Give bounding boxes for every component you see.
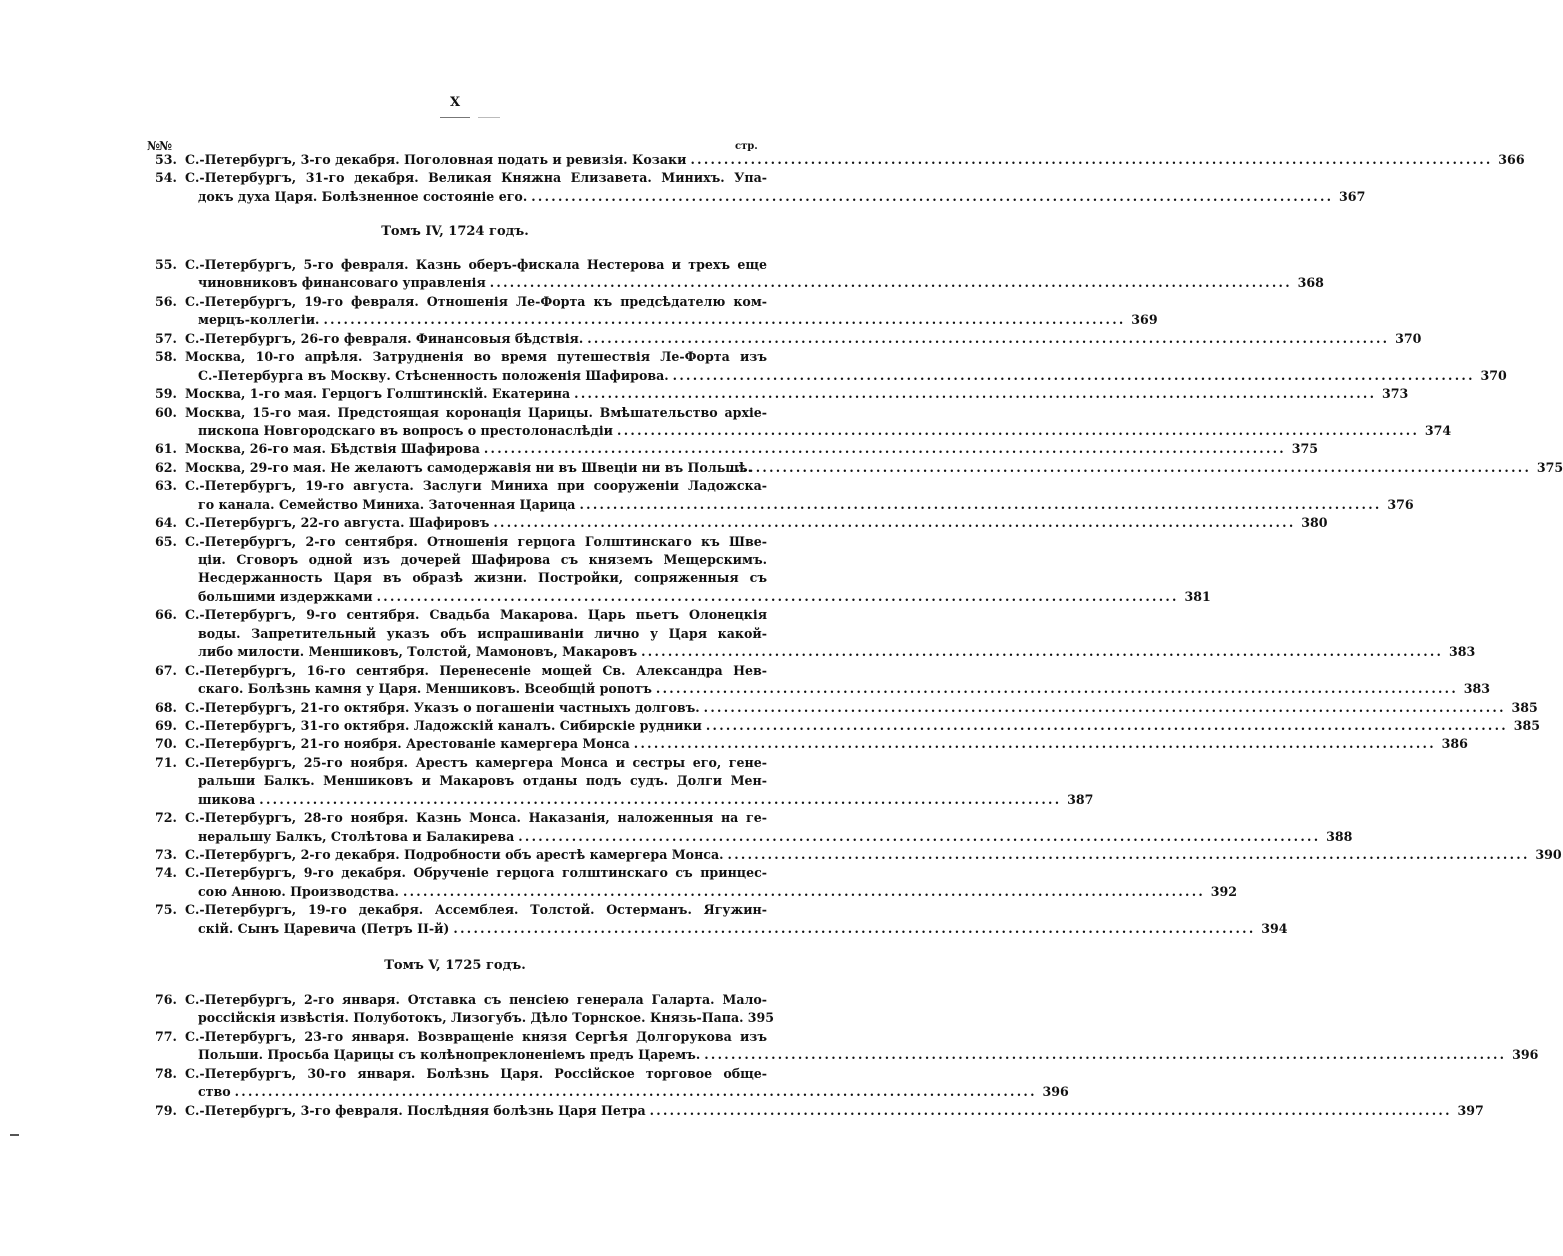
toc-line <box>155 151 1525 169</box>
entry-page: 373 <box>1382 386 1409 402</box>
toc-entry <box>155 1102 1484 1120</box>
entry-text: чиновниковъ финансоваго управленія <box>198 275 486 291</box>
entry-page: 368 <box>1297 275 1324 291</box>
entry-text: С.-Петербургъ, 31-го декабря. Великая Княжна Елизавета. Минихъ. Упа- <box>185 170 767 186</box>
toc-entry <box>155 440 1318 458</box>
entry-text: С.-Петербурга въ Москву. Стѣсненность положенія Шафирова. <box>198 367 669 383</box>
entry-text: Москва, 26-го мая. Бѣдствія Шафирова <box>185 441 480 457</box>
dot-leader: ........................................................................................................................ <box>376 588 1179 604</box>
entry-text: шикова <box>198 791 256 807</box>
indent <box>155 625 198 643</box>
toc-line <box>155 991 767 1009</box>
divider <box>440 117 470 118</box>
toc-entry <box>155 606 1476 661</box>
dot-leader: ........................................................................................................................ <box>703 699 1506 715</box>
toc-line <box>155 422 1452 440</box>
entry-text: россійскія извѣстія. Полуботокъ, Лизогубъ. Дѣло Торнское. Князь-Папа. <box>198 1010 744 1026</box>
entry-number: 64. <box>155 515 177 531</box>
toc-line <box>155 533 767 551</box>
entry-page: 381 <box>1184 588 1211 604</box>
entry-page: 396 <box>1042 1084 1069 1100</box>
toc-entry <box>155 256 1324 293</box>
entry-number: 53. <box>155 152 177 167</box>
toc-entry <box>155 385 1409 403</box>
entry-text: го канала. Семейство Миниха. Заточенная Царица <box>198 496 576 512</box>
page-column-header: стр. <box>735 141 758 152</box>
toc-line <box>155 920 1288 938</box>
entry-text: С.-Петербургъ, 21-го октября. Указъ о погашеніи частныхъ долговъ. <box>185 699 700 715</box>
toc-line <box>155 1009 774 1027</box>
entry-number: 77. <box>155 1028 177 1044</box>
indent <box>155 883 198 901</box>
scan-mark <box>10 1134 19 1136</box>
entry-text: Москва, 29-го мая. Не желаютъ самодержавія ни въ Швеціи ни въ Польшѣ. <box>185 459 753 475</box>
indent <box>155 496 198 514</box>
toc-line <box>155 274 1324 292</box>
indent <box>155 1046 198 1064</box>
entry-number: 63. <box>155 478 177 494</box>
dot-leader: ........................................................................................................................ <box>690 152 1493 167</box>
dot-leader: ........................................................................................................................ <box>489 275 1292 291</box>
dot-leader: ........................................................................................................................ <box>705 717 1508 733</box>
dot-leader: ........................................................................................................................ <box>531 188 1334 204</box>
entry-page: 383 <box>1448 644 1476 660</box>
volume-heading: Томъ V, 1725 годъ. <box>384 958 526 973</box>
toc-line <box>155 169 767 187</box>
dot-leader: ........................................................................................................................ <box>672 367 1475 383</box>
volume-heading: Томъ IV, 1724 годъ. <box>381 224 529 239</box>
toc-entry <box>155 348 1507 385</box>
entry-text: ціи. Сговоръ одной изъ дочерей Шафирова съ княземъ Мещерскимъ. <box>198 552 767 567</box>
entry-number: 66. <box>155 607 177 623</box>
dot-leader: ........................................................................................................................ <box>641 644 1444 660</box>
entry-text: С.-Петербургъ, 30-го января. Болѣзнь Царя. Россійское торговое обще- <box>185 1065 767 1081</box>
dot-leader: ........................................................................................................................ <box>587 330 1390 346</box>
toc-entry <box>155 533 1211 607</box>
indent <box>155 367 198 385</box>
entry-text: либо милости. Меншиковъ, Толстой, Мамоновъ, Макаровъ <box>198 644 638 660</box>
toc-line <box>155 606 767 624</box>
toc-entry <box>155 459 1563 477</box>
entry-text: С.-Петербургъ, 16-го сентября. Перенесеніе мощей Св. Александра Нев- <box>185 662 767 678</box>
toc-entry <box>155 293 1158 330</box>
toc-entry <box>155 735 1468 753</box>
entry-text: ство <box>198 1084 231 1100</box>
indent <box>155 551 198 569</box>
entry-text: С.-Петербургъ, 2-го декабря. Подробности объ арестѣ камергера Монса. <box>185 847 724 862</box>
toc-section-vol5 <box>155 991 1539 1120</box>
toc-entry <box>155 991 774 1028</box>
entry-text: скаго. Болѣзнь камня у Царя. Меншиковъ. Всеобщій ропотъ <box>198 681 652 697</box>
entry-page: 367 <box>1339 188 1366 204</box>
entry-number: 74. <box>155 865 177 881</box>
toc-line <box>155 514 1328 532</box>
number-column-header: №№ <box>147 139 172 153</box>
toc-entry <box>155 809 1353 846</box>
toc-line <box>155 330 1422 348</box>
entry-page: 387 <box>1067 791 1094 807</box>
entry-number: 76. <box>155 992 177 1007</box>
entry-number: 55. <box>155 257 177 272</box>
entry-number: 62. <box>155 459 177 475</box>
entry-text: С.-Петербургъ, 3-го февраля. Послѣдняя болѣзнь Царя Петра <box>185 1102 646 1118</box>
entry-page: 376 <box>1387 496 1414 512</box>
toc-line <box>155 1102 1484 1120</box>
entry-text: С.-Петербургъ, 28-го ноября. Казнь Монса. Наказанія, наложенныя на ге- <box>185 810 767 826</box>
entry-text: Москва, 10-го апрѣля. Затрудненія во время путешествія Ле-Форта изъ <box>185 349 767 365</box>
toc-entry <box>155 754 1094 809</box>
entry-text: Москва, 15-го мая. Предстоящая коронація Царицы. Вмѣшательство архіе- <box>185 404 767 420</box>
entry-number: 75. <box>155 902 177 918</box>
toc-line <box>155 699 1538 717</box>
toc-line <box>155 311 1158 329</box>
entry-text: С.-Петербургъ, 25-го ноября. Арестъ камергера Монса и сестры его, гене- <box>185 754 767 770</box>
indent <box>155 588 198 606</box>
entry-page: 370 <box>1480 367 1507 383</box>
entry-text: Несдержанность Царя въ образѣ жизни. Постройки, сопряженныя съ <box>198 570 767 586</box>
entry-text: скій. Сынъ Царевича (Петръ II-й) <box>198 920 450 936</box>
entry-page: 369 <box>1131 312 1158 328</box>
indent <box>155 643 198 661</box>
dot-leader: ........................................................................................................................ <box>727 847 1530 862</box>
entry-page: 374 <box>1424 422 1452 438</box>
entry-text: сою Анною. Производства. <box>198 883 399 899</box>
entry-text: С.-Петербургъ, 22-го августа. Шафировъ <box>185 515 490 531</box>
entry-page: 386 <box>1441 736 1468 752</box>
indent <box>155 680 198 698</box>
entry-text: С.-Петербургъ, 2-го января. Отставка съ пенсіею генерала Галарта. Мало- <box>185 992 767 1007</box>
entry-number: 57. <box>155 330 177 346</box>
dot-leader: ........................................................................................................................ <box>323 312 1126 328</box>
entry-number: 79. <box>155 1102 177 1118</box>
indent <box>155 772 198 790</box>
entry-number: 61. <box>155 441 177 457</box>
entry-text: С.-Петербургъ, 9-го сентября. Свадьба Макарова. Царь пьетъ Олонецкія <box>185 607 767 623</box>
dot-leader: ........................................................................................................................ <box>483 441 1286 457</box>
toc-line <box>155 1083 1069 1101</box>
entry-text: пископа Новгородскаго въ вопросъ о престолонаслѣдіи <box>198 422 614 438</box>
toc-line <box>155 551 767 569</box>
toc-line <box>155 1065 767 1083</box>
entry-text: С.-Петербургъ, 2-го сентября. Отношенія герцога Голштинскаго къ Шве- <box>185 533 767 549</box>
toc-line <box>155 440 1318 458</box>
entry-number: 65. <box>155 533 177 549</box>
toc-line <box>155 864 767 882</box>
toc-line <box>155 1046 1539 1064</box>
entry-text: мерцъ-коллегіи. <box>198 312 320 328</box>
toc-line <box>155 1028 767 1046</box>
entry-text: С.-Петербургъ, 31-го октября. Ладожскій каналъ. Сибирскіе рудники <box>185 717 702 733</box>
entry-text: Москва, 1-го мая. Герцогъ Голштинскій. Екатерина <box>185 386 571 402</box>
toc-line <box>155 717 1540 735</box>
toc-line <box>155 754 767 772</box>
entry-number: 72. <box>155 810 177 826</box>
dot-leader: ........................................................................................................................ <box>633 736 1436 752</box>
entry-number: 78. <box>155 1065 177 1081</box>
entry-page: 388 <box>1326 828 1353 844</box>
toc-line <box>155 367 1507 385</box>
entry-number: 54. <box>155 170 177 186</box>
toc-line <box>155 496 1414 514</box>
entry-number: 68. <box>155 699 177 715</box>
dot-leader: ........................................................................................................................ <box>579 496 1382 512</box>
entry-text: докъ духа Царя. Болѣзненное состояніе его. <box>198 188 528 204</box>
page-number-roman: X <box>449 95 461 110</box>
entry-number: 73. <box>155 847 177 862</box>
toc-entry <box>155 864 1238 901</box>
entry-number: 58. <box>155 349 177 365</box>
entry-page: 395 <box>747 1010 774 1026</box>
entry-text: С.-Петербургъ, 19-го декабря. Ассемблея. Толстой. Остерманъ. Ягужин- <box>185 902 767 918</box>
toc-entry <box>155 1028 1539 1065</box>
toc-entry <box>155 330 1422 348</box>
entry-text: С.-Петербургъ, 21-го ноября. Арестованіе камергера Монса <box>185 736 630 752</box>
entry-page: 366 <box>1498 152 1525 167</box>
toc-entry <box>155 699 1538 717</box>
indent <box>155 1083 198 1101</box>
toc-entry <box>155 1065 1069 1102</box>
toc-line <box>155 809 767 827</box>
toc-line <box>155 680 1491 698</box>
indent <box>155 274 198 292</box>
entry-page: 390 <box>1535 847 1562 862</box>
dot-leader: ........................................................................................................................ <box>655 681 1459 697</box>
dot-leader: ........................................................................................................................ <box>518 828 1321 844</box>
entry-number: 71. <box>155 754 177 770</box>
entry-text: Польши. Просьба Царицы съ колѣнопреклоненіемъ предъ Царемъ. <box>198 1047 701 1063</box>
toc-section-vol4 <box>155 256 1563 938</box>
toc-entry <box>155 717 1540 735</box>
entry-number: 67. <box>155 662 177 678</box>
toc-entry <box>155 404 1452 441</box>
toc-line <box>155 643 1476 661</box>
entry-number: 60. <box>155 404 177 420</box>
toc-section-vol3 <box>155 151 1525 206</box>
entry-page: 394 <box>1261 920 1288 936</box>
divider <box>478 117 500 118</box>
dot-leader: ........................................................................................................................ <box>453 920 1256 936</box>
indent <box>155 828 198 846</box>
toc-line <box>155 625 767 643</box>
entry-page: 370 <box>1395 330 1422 346</box>
dot-leader: ........................................................................................................................ <box>493 515 1296 531</box>
entry-number: 59. <box>155 386 177 402</box>
toc-line <box>155 188 1366 206</box>
entry-page: 380 <box>1301 515 1328 531</box>
entry-text: С.-Петербургъ, 19-го февраля. Отношенія Ле-Форта къ предсѣдателю ком- <box>185 293 767 309</box>
entry-text: С.-Петербургъ, 3-го декабря. Поголовная подать и ревизія. Козаки <box>185 152 687 167</box>
toc-line <box>155 662 767 680</box>
entry-text: С.-Петербургъ, 5-го февраля. Казнь оберъ-фискала Нестерова и трехъ еще <box>185 257 767 272</box>
entry-number: 69. <box>155 717 177 733</box>
toc-line <box>155 588 1211 606</box>
entry-page: 385 <box>1513 717 1540 733</box>
indent <box>155 422 198 440</box>
dot-leader: ........................................................................................................................ <box>402 883 1206 899</box>
entry-text: С.-Петербургъ, 19-го августа. Заслуги Миниха при сооруженіи Ладожска- <box>185 478 767 494</box>
toc-line <box>155 901 767 919</box>
dot-leader: ........................................................................................................................ <box>649 1102 1452 1118</box>
indent <box>155 569 198 587</box>
entry-page: 375 <box>1291 441 1318 457</box>
indent <box>155 1009 198 1027</box>
entry-text: неральшу Балкъ, Столѣтова и Балакирева <box>198 828 515 844</box>
entry-text: С.-Петербургъ, 23-го января. Возвращеніе князя Сергѣя Долгорукова изъ <box>185 1028 767 1044</box>
entry-page: 396 <box>1512 1047 1539 1063</box>
entry-page: 375 <box>1536 459 1563 475</box>
toc-line <box>155 404 767 422</box>
entry-text: С.-Петербургъ, 9-го декабря. Обрученіе герцога голштинскаго съ принцес- <box>185 865 767 881</box>
toc-line <box>155 828 1353 846</box>
entry-page: 397 <box>1457 1102 1484 1118</box>
toc-line <box>155 772 767 790</box>
dot-leader: ........................................................................................................................ <box>704 1047 1507 1063</box>
toc-line <box>155 477 767 495</box>
entry-number: 70. <box>155 736 177 752</box>
toc-entry <box>155 514 1328 532</box>
dot-leader: ........................................................................................................................ <box>234 1084 1037 1100</box>
toc-line <box>155 459 1563 477</box>
entry-number: 56. <box>155 293 177 309</box>
toc-line <box>155 256 767 274</box>
toc-entry <box>155 662 1491 699</box>
toc-entry <box>155 151 1525 169</box>
entry-page: 385 <box>1511 699 1538 715</box>
toc-line <box>155 846 1562 864</box>
entry-page: 392 <box>1210 883 1238 899</box>
toc-entry <box>155 169 1366 206</box>
entry-page: 383 <box>1463 681 1491 697</box>
toc-entry <box>155 901 1288 938</box>
entry-text: С.-Петербургъ, 26-го февраля. Финансовыя бѣдствія. <box>185 330 584 346</box>
toc-line <box>155 791 1094 809</box>
indent <box>155 311 198 329</box>
toc-entry <box>155 846 1562 864</box>
toc-line <box>155 735 1468 753</box>
dot-leader: ........................................................................................................................ <box>574 386 1377 402</box>
indent <box>155 188 198 206</box>
toc-line <box>155 569 767 587</box>
dot-leader: ........................................................................................................................ <box>729 459 1532 475</box>
indent <box>155 920 198 938</box>
indent <box>155 791 198 809</box>
entry-text: воды. Запретительный указъ объ испрашиваніи лично у Царя какой- <box>198 625 767 641</box>
toc-entry <box>155 477 1414 514</box>
dot-leader: ........................................................................................................................ <box>259 791 1062 807</box>
entry-text: большими издержками <box>198 588 373 604</box>
entry-text: ральши Балкъ. Меншиковъ и Макаровъ отданы подъ судъ. Долги Мен- <box>198 773 767 789</box>
toc-line <box>155 293 767 311</box>
toc-line <box>155 883 1238 901</box>
toc-line <box>155 385 1409 403</box>
dot-leader: ........................................................................................................................ <box>617 422 1420 438</box>
toc-line <box>155 348 767 366</box>
